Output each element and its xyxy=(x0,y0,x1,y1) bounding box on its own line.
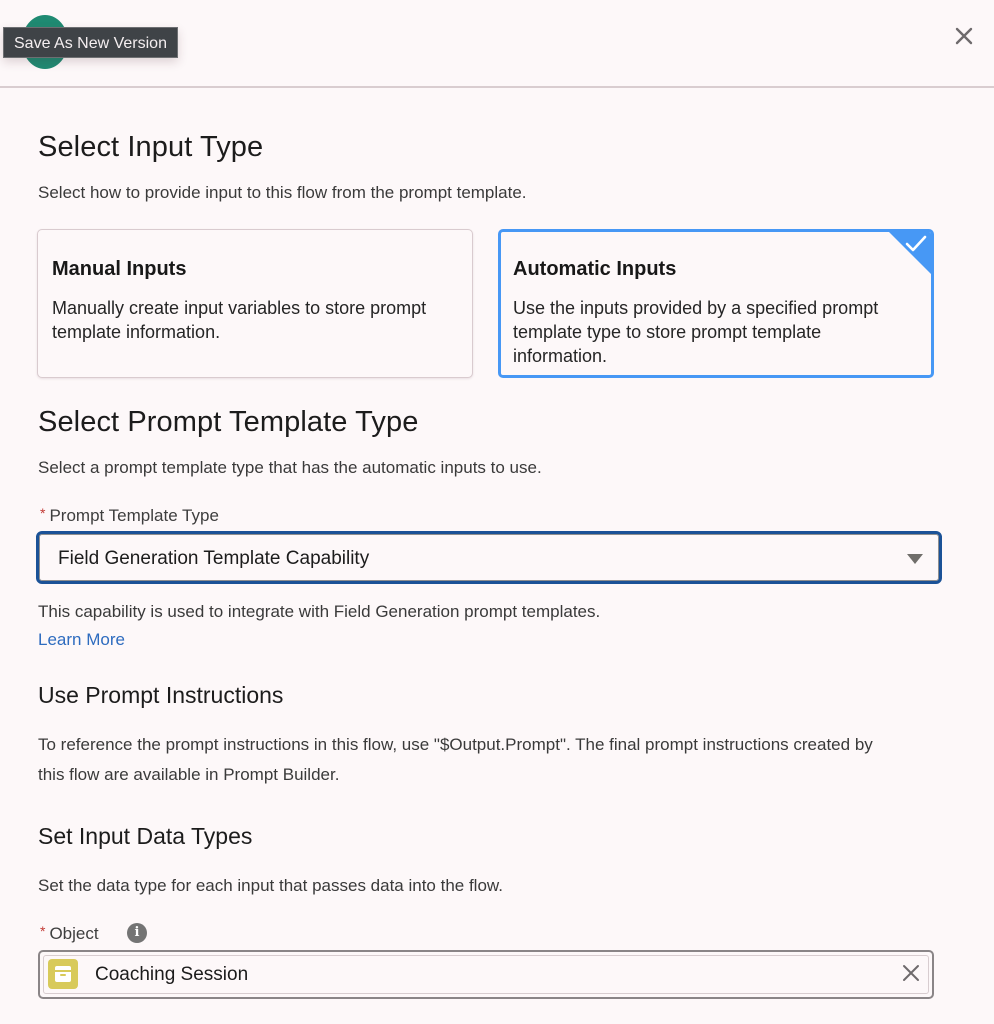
card-description: Use the inputs provided by a specified prompt template type to store prompt template information. xyxy=(513,298,879,366)
checkmark-icon xyxy=(902,232,930,256)
section-desc-input-type: Select how to provide input to this flow from the prompt template. xyxy=(38,183,527,202)
label-text: Prompt Template Type xyxy=(49,506,219,525)
modal-header xyxy=(0,0,994,88)
archive-object-icon xyxy=(48,959,78,989)
caret-down-icon xyxy=(907,554,923,564)
section-title-input-type: Select Input Type xyxy=(38,131,264,163)
section-desc-prompt-instructions: To reference the prompt instructions in this flow, use "$Output.Prompt". The final prompt instructions created by this flow are available in Prompt Builder. xyxy=(38,735,873,784)
field-label-prompt-template-type xyxy=(40,505,219,526)
field-label-object xyxy=(40,923,99,944)
card-title: Manual Inputs xyxy=(52,258,187,280)
section-desc-input-data-types: Set the data type for each input that passes data into the flow. xyxy=(38,876,503,895)
option-card-automatic-inputs[interactable] xyxy=(498,229,934,378)
label-text: Object xyxy=(49,924,99,943)
required-marker: * xyxy=(40,923,46,939)
clear-selection-icon[interactable] xyxy=(902,964,920,982)
learn-more-link[interactable]: Learn More xyxy=(38,630,125,649)
section-title-prompt-instructions: Use Prompt Instructions xyxy=(38,682,284,708)
prompt-template-type-select[interactable] xyxy=(36,531,942,584)
section-desc-template-type: Select a prompt template type that has the automatic inputs to use. xyxy=(38,458,542,477)
template-help-text: This capability is used to integrate with Field Generation prompt templates. xyxy=(38,602,601,621)
section-title-template-type: Select Prompt Template Type xyxy=(38,406,419,438)
info-icon[interactable]: i xyxy=(127,923,147,943)
card-description: Manually create input variables to store prompt template information. xyxy=(52,298,427,342)
tooltip-save-as-new-version: Save As New Version xyxy=(3,27,178,58)
close-icon[interactable] xyxy=(952,24,976,48)
select-value: Field Generation Template Capability xyxy=(58,548,370,569)
required-marker: * xyxy=(40,505,46,521)
section-title-input-data-types: Set Input Data Types xyxy=(38,823,253,849)
object-lookup-field[interactable] xyxy=(38,950,934,999)
option-card-manual-inputs[interactable] xyxy=(37,229,473,378)
card-title: Automatic Inputs xyxy=(513,258,677,280)
object-value: Coaching Session xyxy=(95,964,249,985)
